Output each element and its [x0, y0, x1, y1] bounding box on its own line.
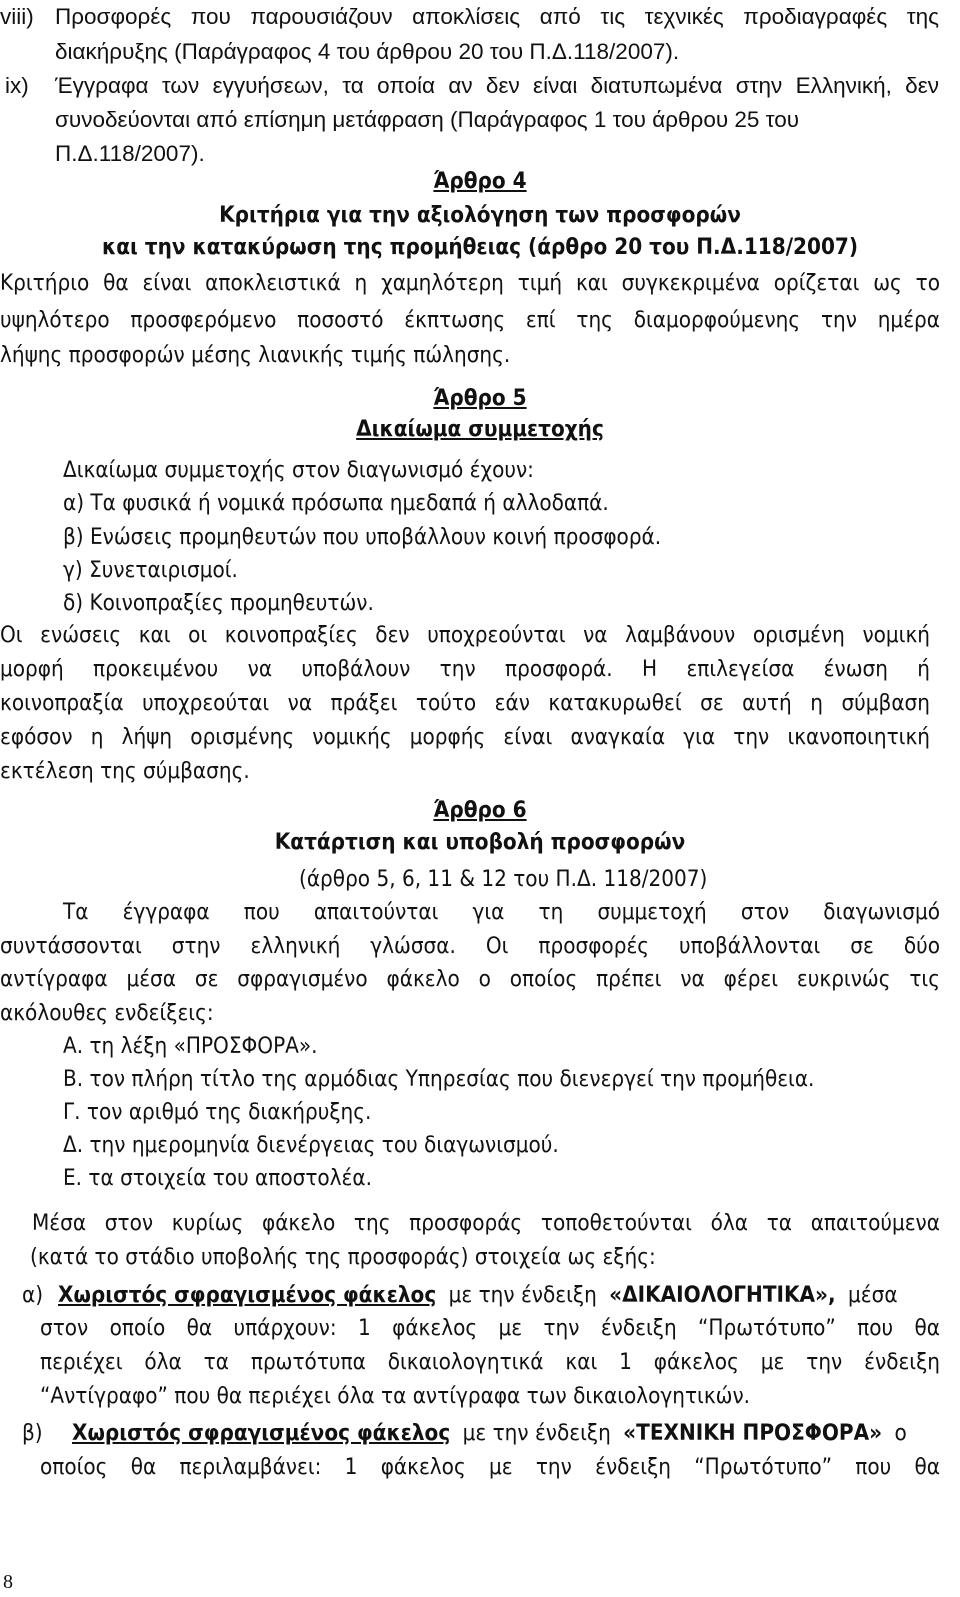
item-ix-label: ix) [5, 73, 29, 98]
article4-subtitle-1: Κριτήρια για την αξιολόγηση των προσφορών [219, 202, 741, 228]
article5-item-d: δ) Κοινοπραξίες προμηθευτών. [63, 590, 374, 616]
article4-body-3: λήψης προσφορών μέσης λιανικής τιμής πώλησης. [0, 342, 511, 368]
envelope-a-line-2: περιέχει όλα τα πρωτότυπα δικαιολογητικά και 1 φάκελος με την ένδειξη [40, 1349, 940, 1375]
item-viii-line-1: Προσφορές που παρουσιάζουν αποκλίσεις από τις τεχνικές προδιαγραφές της [55, 4, 939, 29]
page-number: 8 [3, 1571, 13, 1593]
item-viii-line-2: διακήρυξης (Παράγραφος 4 του άρθρου 20 του Π.Δ.118/2007). [55, 39, 680, 64]
envelope-a-line-3: “Αντίγραφο” που θα περιέχει όλα τα αντίγραφα των δικαιολογητικών. [40, 1383, 751, 1409]
article4-subtitle-2: και την κατακύρωση της προμήθειας (άρθρο 20 του Π.Δ.118/2007) [101, 234, 859, 260]
item-ix-line-3: Π.Δ.118/2007). [55, 141, 205, 166]
envelope-a-line-1: στον οποίο θα υπάρχουν: 1 φάκελος με την ένδειξη “Πρωτότυπο” που θα [40, 1315, 940, 1341]
article5-body-5: εκτέλεση της σύμβασης. [0, 758, 250, 784]
envelope-b-line-1: οποίος θα περιλαμβάνει: 1 φάκελος με την ένδειξη “Πρωτότυπο” που θα [40, 1454, 940, 1480]
envelope-b-label: β) [22, 1420, 43, 1446]
article5-subtitle: Δικαίωμα συμμετοχής [356, 416, 604, 442]
article6-item-B: Β. τον πλήρη τίτλο της αρμόδιας Υπηρεσίας που διενεργεί την προμήθεια. [63, 1066, 815, 1092]
envelope-b-mid: με την ένδειξη [462, 1420, 611, 1446]
article5-body-4: εφόσον η λήψη ορισμένης νομικής μορφής είναι αναγκαία για την ικανοποιητική [0, 724, 930, 750]
article6-item-E: Ε. τα στοιχεία του αποστολέα. [63, 1165, 372, 1191]
article6-title: Άρθρο 6 [433, 797, 527, 823]
envelope-a-label: α) [22, 1282, 44, 1308]
article5-item-b: β) Ενώσεις προμηθευτών που υποβάλλουν κοινή προσφορά. [63, 524, 662, 550]
article5-body-2: μορφή προκειμένου να υποβάλουν την προσφορά. Η επιλεγείσα ένωση ή [0, 656, 930, 682]
article5-body-1: Οι ενώσεις και οι κοινοπραξίες δεν υποχρεούνται να λαμβάνουν ορισμένη νομική [0, 622, 930, 648]
item-viii-label: viii) [0, 4, 34, 29]
article6-item-A: Α. τη λέξη «ΠΡΟΣΦΟΡΑ». [63, 1033, 318, 1059]
envelope-b-bold-underline: Χωριστός σφραγισμένος φάκελος [72, 1420, 451, 1446]
article4-body-2: υψηλότερο προσφερόμενο ποσοστό έκπτωσης επί της διαμορφούμενης την ημέρα [0, 307, 940, 333]
article6-body-2: συντάσσονται στην ελληνική γλώσσα. Οι προσφορές υποβάλλονται σε δύο [0, 933, 940, 959]
envelope-a-mid: με την ένδειξη [448, 1282, 597, 1308]
article5-item-a: α) Τα φυσικά ή νομικά πρόσωπα ημεδαπά ή αλλοδαπά. [63, 490, 609, 516]
article6-ref: (άρθρο 5, 6, 11 & 12 του Π.Δ. 118/2007) [299, 866, 708, 892]
envelope-b-bold: «ΤΕΧΝΙΚΗ ΠΡΟΣΦΟΡΑ» [623, 1420, 883, 1446]
article6-body-3: αντίγραφα μέσα σε σφραγισμένο φάκελο ο οποίος πρέπει να φέρει ευκρινώς τις [0, 966, 940, 992]
article5-intro: Δικαίωμα συμμετοχής στον διαγωνισμό έχουν: [63, 457, 534, 483]
article6-body-4: ακόλουθες ενδείξεις: [0, 1000, 214, 1026]
article6-subtitle: Κατάρτιση και υποβολή προσφορών [274, 829, 686, 855]
article4-body-1: Κριτήριο θα είναι αποκλειστικά η χαμηλότερη τιμή και συγκεκριμένα ορίζεται ως το [0, 270, 940, 296]
envelope-a-bold: «ΔΙΚΑΙΟΛΟΓΗΤΙΚΑ», [609, 1282, 836, 1308]
item-ix-line-1: Έγγραφα των εγγυήσεων, τα οποία αν δεν είναι διατυπωμένα στην Ελληνική, δεν [55, 73, 939, 98]
article6-para2-1: Μέσα στον κυρίως φάκελο της προσφοράς τοποθετούνται όλα τα απαιτούμενα [32, 1210, 940, 1236]
article6-para2-2: (κατά το στάδιο υποβολής της προσφοράς) στοιχεία ως εξής: [30, 1244, 656, 1270]
article6-item-D: Δ. την ημερομηνία διενέργειας του διαγωνισμού. [63, 1132, 559, 1158]
article5-title: Άρθρο 5 [433, 385, 527, 411]
article6-item-C: Γ. τον αριθμό της διακήρυξης. [63, 1099, 372, 1125]
article5-body-3: κοινοπραξία υποχρεούται να πράξει τούτο εάν κατακυρωθεί σε αυτή η σύμβαση [0, 690, 930, 716]
envelope-a-bold-underline: Χωριστός σφραγισμένος φάκελος [58, 1282, 437, 1308]
article4-title: Άρθρο 4 [433, 168, 527, 194]
envelope-a-first-line [58, 1280, 898, 1310]
article5-item-c: γ) Συνεταιρισμοί. [63, 557, 238, 583]
envelope-b-end: ο [894, 1420, 907, 1446]
envelope-a-end: μέσα [848, 1282, 898, 1308]
envelope-b-first-line [72, 1418, 907, 1448]
article6-body-1: Τα έγγραφα που απαιτούνται για τη συμμετοχή στον διαγωνισμό [63, 899, 940, 925]
item-ix-line-2: συνοδεύονται από επίσημη μετάφραση (Παράγραφος 1 του άρθρου 25 του [55, 107, 800, 132]
